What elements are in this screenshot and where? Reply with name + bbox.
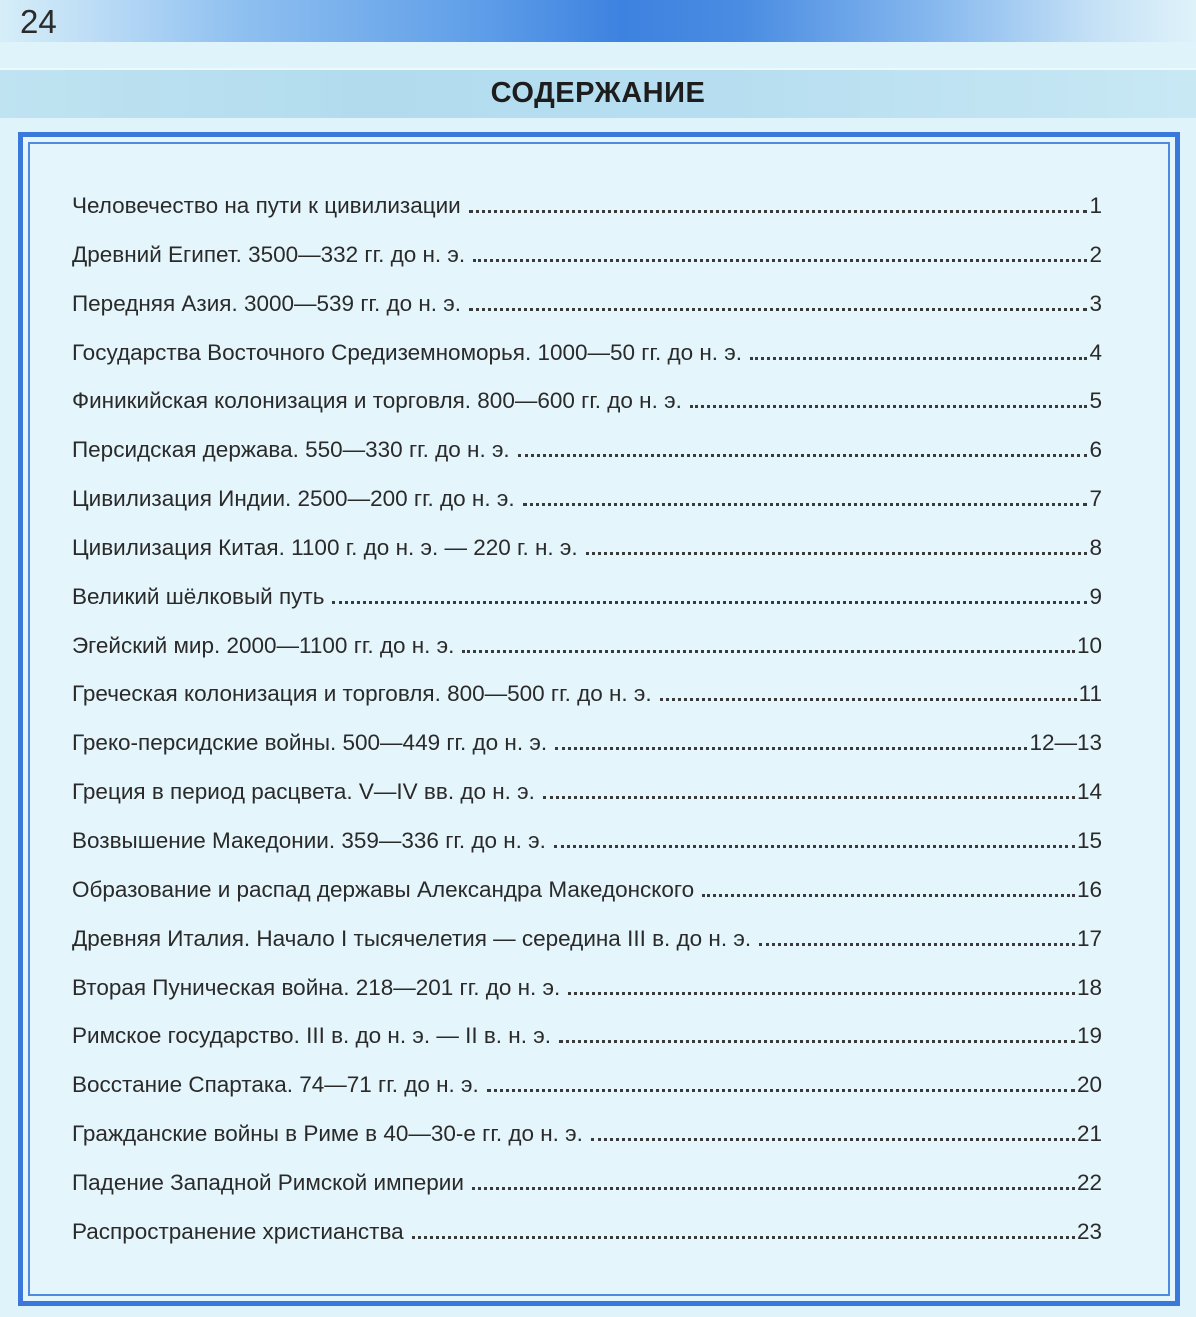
toc-entry-page: 10 [1076, 632, 1102, 658]
toc-entry[interactable] [72, 624, 1102, 673]
toc-entry-title: Греческая колонизация и торговля. 800—500 гг. до н. э. [72, 681, 652, 707]
toc-entry-page: 9 [1089, 583, 1102, 609]
toc-entry-page: 2 [1089, 241, 1102, 267]
toc-entry-page: 12—13 [1029, 730, 1102, 756]
toc-entry-page: 19 [1076, 1023, 1102, 1049]
toc-entry-page: 8 [1089, 534, 1102, 560]
toc-entry[interactable] [72, 819, 1102, 868]
toc-entry[interactable] [72, 1063, 1102, 1112]
toc-entry[interactable] [72, 379, 1102, 428]
toc-dot-leader [591, 1118, 1075, 1141]
toc-entry-title: Великий шёлковый путь [72, 583, 325, 609]
toc-dot-leader [554, 825, 1075, 848]
toc-entry-title: Человечество на пути к цивилизации [72, 193, 461, 218]
toc-dot-leader [559, 1020, 1075, 1043]
toc-entry[interactable] [72, 575, 1102, 624]
toc-entry-title: Греко-персидские войны. 500—449 гг. до н. э. [72, 730, 548, 756]
toc-entry-page: 7 [1089, 486, 1102, 512]
toc-entry-title: Цивилизация Индии. 2500—200 гг. до н. э. [72, 486, 515, 512]
toc-entry-title: Римское государство. III в. до н. э. — II в. н. э. [72, 1023, 551, 1049]
toc-entry[interactable] [72, 1161, 1102, 1210]
toc-entry-title: Эгейский мир. 2000—1100 гг. до н. э. [72, 632, 455, 658]
toc-entry-title: Падение Западной Римской империи [72, 1169, 464, 1195]
toc-entry[interactable] [72, 770, 1102, 819]
toc-entry-title: Распространение христианства [72, 1218, 404, 1244]
page-title: СОДЕРЖАНИЕ [490, 77, 706, 109]
toc-entry[interactable] [72, 184, 1102, 233]
toc-dot-leader [543, 776, 1075, 799]
toc-entry-title: Вторая Пуническая война. 218—201 гг. до н. э. [72, 974, 561, 1000]
toc-entry[interactable] [72, 428, 1102, 477]
toc-dot-leader [462, 630, 1075, 653]
toc-entry-title: Передняя Азия. 3000—539 гг. до н. э. [72, 290, 462, 316]
toc-entry[interactable] [72, 526, 1102, 575]
toc-entry-title: Возвышение Македонии. 359—336 гг. до н. э. [72, 827, 546, 853]
toc-entry-page: 14 [1076, 779, 1102, 805]
toc-entry-page: 11 [1078, 681, 1102, 707]
toc-dot-leader [750, 337, 1087, 360]
toc-entry[interactable] [72, 282, 1102, 331]
toc-dot-leader [702, 874, 1075, 897]
toc-entry-title: Финикийская колонизация и торговля. 800—600 гг. до н. э. [72, 388, 682, 414]
toc-entry-page: 20 [1076, 1072, 1102, 1098]
toc-dot-leader [473, 239, 1087, 262]
header-band [0, 0, 1196, 42]
toc-entry-title: Греция в период расцвета. V—IV вв. до н. э. [72, 779, 535, 805]
toc-entry[interactable] [72, 868, 1102, 917]
toc-entry-page: 17 [1076, 925, 1102, 951]
toc-dot-leader [660, 678, 1077, 701]
toc-entry-title: Древняя Италия. Начало I тысячелетия — середина III в. до н. э. [72, 925, 752, 951]
toc-dot-leader [586, 532, 1088, 555]
toc-entry-title: Восстание Спартака. 74—71 гг. до н. э. [72, 1072, 479, 1098]
toc-entry-title: Цивилизация Китая. 1100 г. до н. э. — 220 г. н. э. [72, 534, 578, 560]
toc-entry-page: 22 [1076, 1169, 1102, 1195]
toc-entry-page: 23 [1076, 1218, 1102, 1244]
toc-entry[interactable] [72, 966, 1102, 1015]
toc-entry-page: 15 [1076, 827, 1102, 853]
toc-entry-page: 3 [1089, 290, 1102, 316]
toc-entry[interactable] [72, 1112, 1102, 1161]
toc-dot-leader [487, 1069, 1075, 1092]
toc-entry[interactable] [72, 721, 1102, 770]
toc-entry[interactable] [72, 672, 1102, 721]
toc-dot-leader [518, 434, 1088, 457]
toc-dot-leader [412, 1216, 1075, 1239]
toc-entry-page: 6 [1089, 437, 1102, 463]
toc-entry-page: 5 [1089, 388, 1102, 414]
toc-dot-leader [523, 483, 1088, 506]
page-number: 24 [20, 3, 57, 40]
toc-dot-leader [759, 923, 1075, 946]
toc-dot-leader [690, 385, 1088, 408]
toc-entry[interactable] [72, 1014, 1102, 1063]
toc-entry-page: 16 [1076, 876, 1102, 902]
toc-dot-leader [469, 288, 1087, 311]
table-of-contents [72, 184, 1102, 1259]
toc-dot-leader [568, 972, 1075, 995]
toc-entry-title: Древний Египет. 3500—332 гг. до н. э. [72, 241, 466, 267]
toc-entry-title: Персидская держава. 550—330 гг. до н. э. [72, 437, 510, 463]
toc-dot-leader [555, 727, 1027, 750]
toc-entry-page: 21 [1076, 1121, 1102, 1147]
toc-entry-title: Государства Восточного Средиземноморья. 1000—50 гг. до н. э. [72, 339, 743, 365]
toc-entry[interactable] [72, 477, 1102, 526]
toc-entry[interactable] [72, 917, 1102, 966]
toc-entry-page: 1 [1089, 193, 1102, 218]
toc-entry[interactable] [72, 1210, 1102, 1259]
toc-dot-leader [332, 581, 1087, 604]
toc-entry[interactable] [72, 233, 1102, 282]
toc-entry[interactable] [72, 331, 1102, 380]
toc-entry-page: 4 [1089, 339, 1102, 365]
toc-entry-page: 18 [1076, 974, 1102, 1000]
toc-dot-leader [472, 1167, 1075, 1190]
toc-entry-title: Гражданские войны в Риме в 40—30-е гг. до н. э. [72, 1121, 583, 1147]
toc-dot-leader [469, 190, 1088, 213]
toc-entry-title: Образование и распад державы Александра Македонского [72, 876, 695, 902]
